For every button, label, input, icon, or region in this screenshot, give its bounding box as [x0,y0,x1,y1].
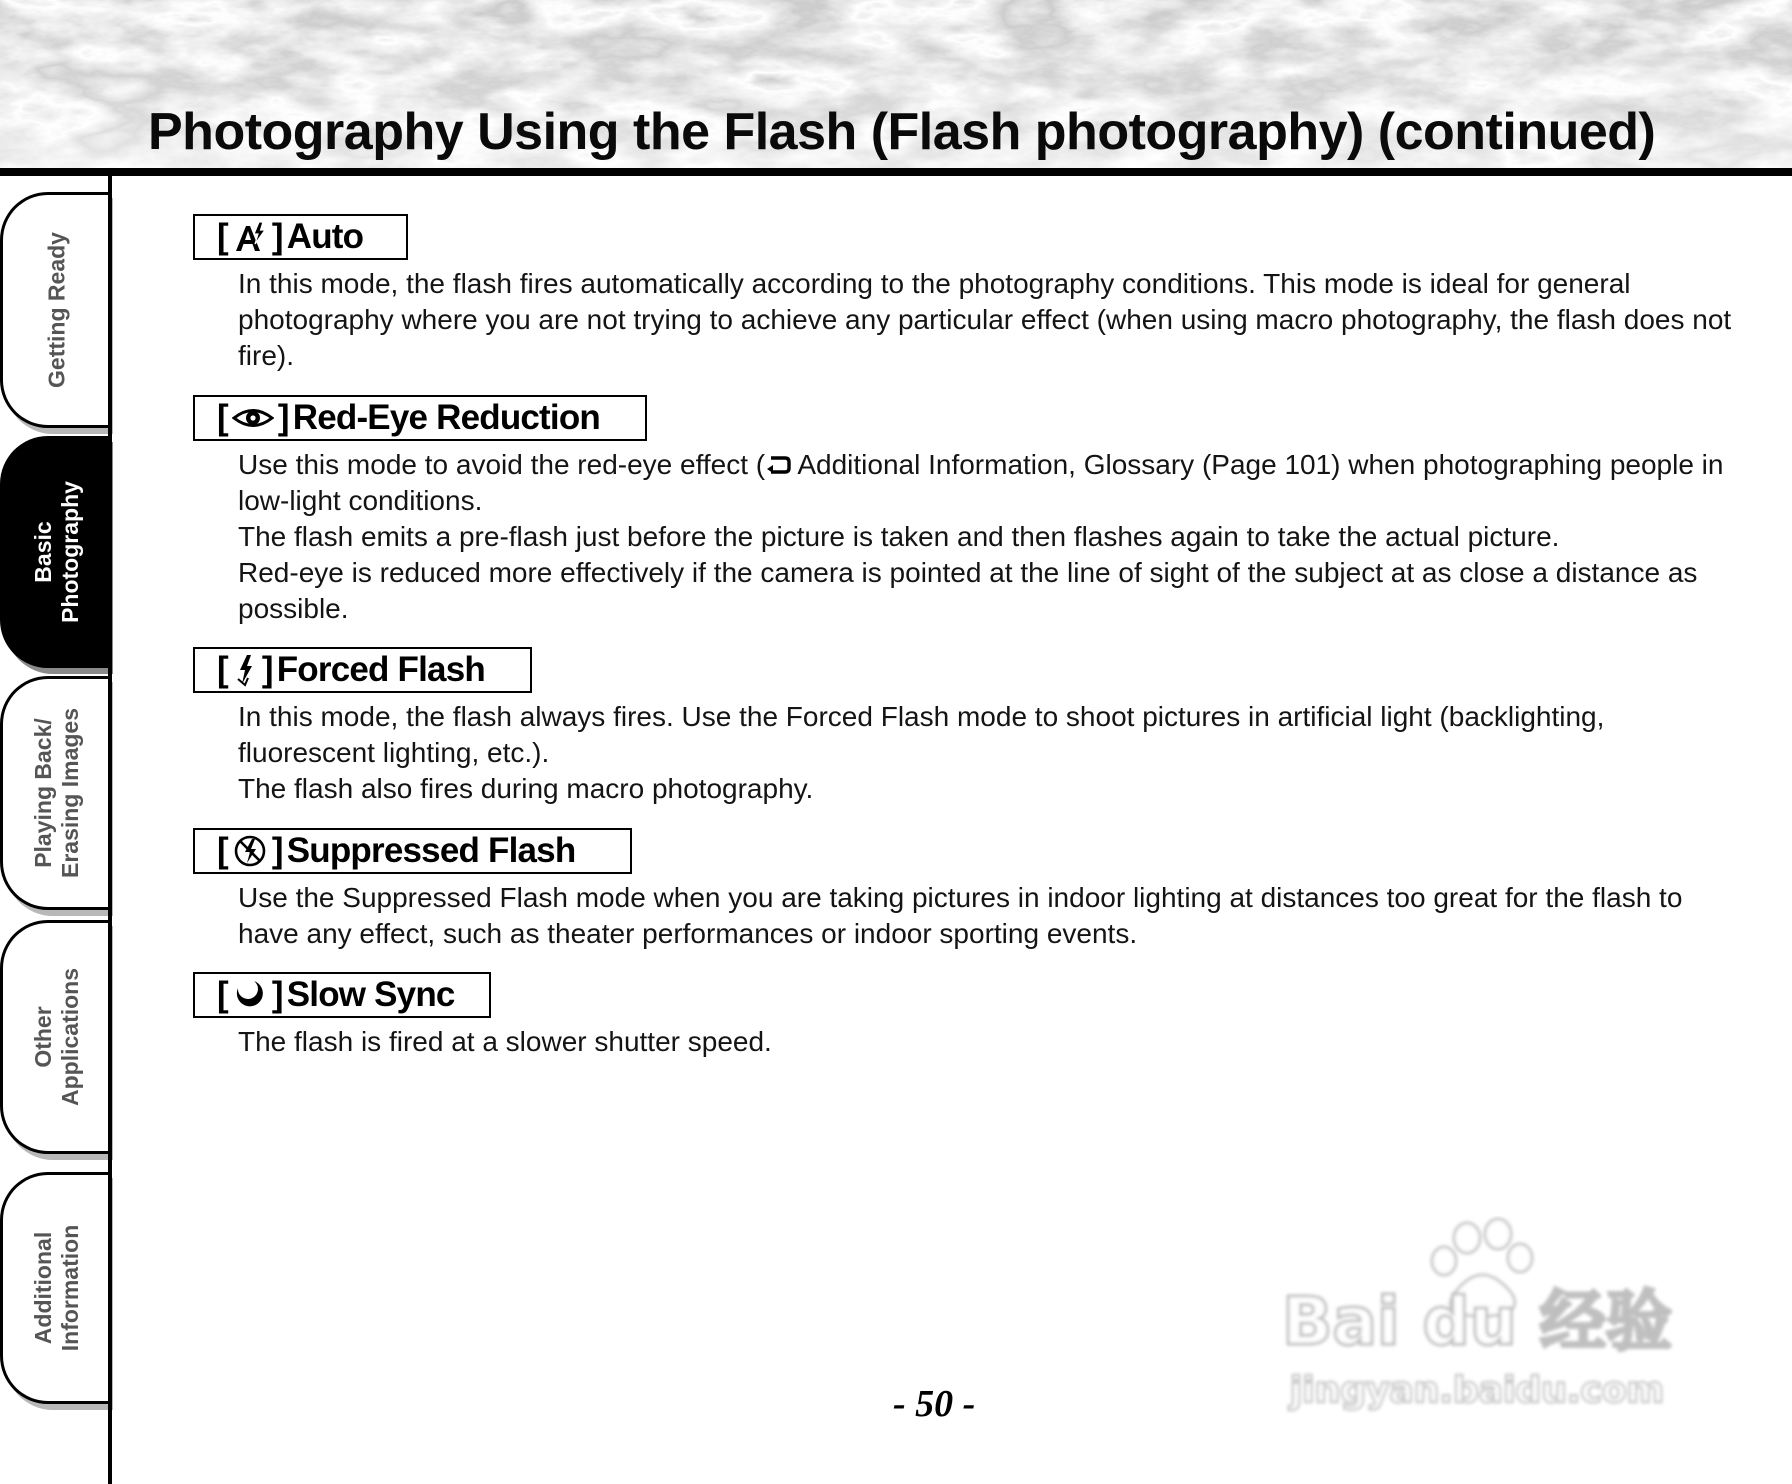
bracket-open: [ [217,650,228,689]
section-forced-flash [193,647,1733,807]
page-reference-icon [765,453,791,477]
tab-additional-information[interactable] [0,1172,108,1404]
tab-label-line: Playing Back/ [30,718,56,868]
mode-heading-forced-flash [193,647,532,693]
bracket-close: ] [271,831,283,870]
section-description [238,1024,1733,1060]
description-paragraph: In this mode, the flash always fires. Use the Forced Flash mode to shoot pictures in artificial light (backlighting, fluorescent lighting, etc.). [238,701,1605,768]
mode-title: Slow Sync [286,975,455,1014]
tab-label-line: Additional [30,1231,56,1345]
tab-label [30,481,84,623]
bracket-open: [ [217,217,228,256]
description-paragraph [238,447,1733,519]
bracket-close: ] [277,398,289,437]
tab-other-applications[interactable] [0,920,108,1154]
section-auto [193,214,1733,374]
slow-sync-icon [232,978,268,1012]
mode-heading-red-eye [193,395,647,441]
section-description [238,266,1733,374]
description-paragraph: The flash also fires during macro photography. [238,773,814,804]
description-paragraph: Use the Suppressed Flash mode when you are taking pictures in indoor lighting at distances too great for the flash to have any effect, such as theater performances or indoor sporting events. [238,882,1683,949]
mode-heading-slow-sync [193,972,491,1018]
mode-title: Red-Eye Reduction [292,398,600,437]
tab-basic-photography[interactable] [0,436,108,668]
tab-getting-ready[interactable] [0,192,108,428]
tab-label [30,968,84,1106]
description-paragraph: The flash emits a pre-flash just before the picture is taken and then flashes again to take the actual picture. [238,521,1560,552]
section-slow-sync [193,972,1733,1060]
description-paragraph: The flash is fired at a slower shutter speed. [238,1026,772,1057]
tab-label-line: Information [57,1224,83,1352]
section-description [238,699,1733,807]
tab-label-line: Other [30,1006,56,1068]
mode-heading-suppressed-flash [193,828,632,874]
tab-label-line: Applications [57,967,83,1107]
mode-heading-auto [193,214,408,260]
tab-label [30,1225,84,1352]
baidu-watermark-logo [1262,1216,1692,1416]
suppressed-flash-icon [232,834,268,868]
bracket-open: [ [217,831,228,870]
tab-label [30,708,84,878]
flash-auto-icon [232,220,268,254]
mode-title: Forced Flash [276,650,485,689]
red-eye-icon [232,401,274,435]
side-divider [108,176,112,1484]
paragraph-text: Use this mode to avoid the red-eye effect ( [238,449,766,480]
page-title: Photography Using the Flash (Flash photography) (continued) [148,103,1656,161]
tab-label-line: Photography [57,481,83,623]
mode-title: Auto [286,217,364,256]
section-description [238,880,1733,952]
section-description [238,447,1733,627]
page-number: - 50 - [893,1383,976,1425]
watermark-url: jingyan.baidu.com [1289,1370,1665,1411]
bracket-open: [ [217,975,228,1014]
tab-label-line: Erasing Images [57,707,83,879]
bracket-close: ] [271,217,283,256]
tab-label-line: Basic [30,521,56,583]
watermark-brand: Bai du 经验 [1282,1283,1672,1360]
paragraph-text: Additional Information, Glossary (Page 101) when photographing people in low-light conditions. [238,449,1724,516]
header-rule [0,168,1792,176]
section-red-eye-reduction [193,395,1733,627]
mode-title: Suppressed Flash [286,831,576,870]
tab-label [44,232,71,388]
description-paragraph: In this mode, the flash fires automatically according to the photography conditions. This mode is ideal for general photography where you are not trying to achieve any particular effect (when using macro photography, the flash does not fire). [238,268,1732,371]
bracket-close: ] [271,975,283,1014]
bracket-open: [ [217,398,228,437]
page-header [0,0,1792,168]
tab-label-line: Getting Ready [43,232,70,388]
section-suppressed-flash [193,828,1733,952]
forced-flash-icon [232,653,258,687]
bracket-close: ] [261,650,273,689]
tab-playing-back-erasing-images[interactable] [0,676,108,910]
description-paragraph: Red-eye is reduced more effectively if the camera is pointed at the line of sight of the subject at as close a distance as possible. [238,557,1698,624]
